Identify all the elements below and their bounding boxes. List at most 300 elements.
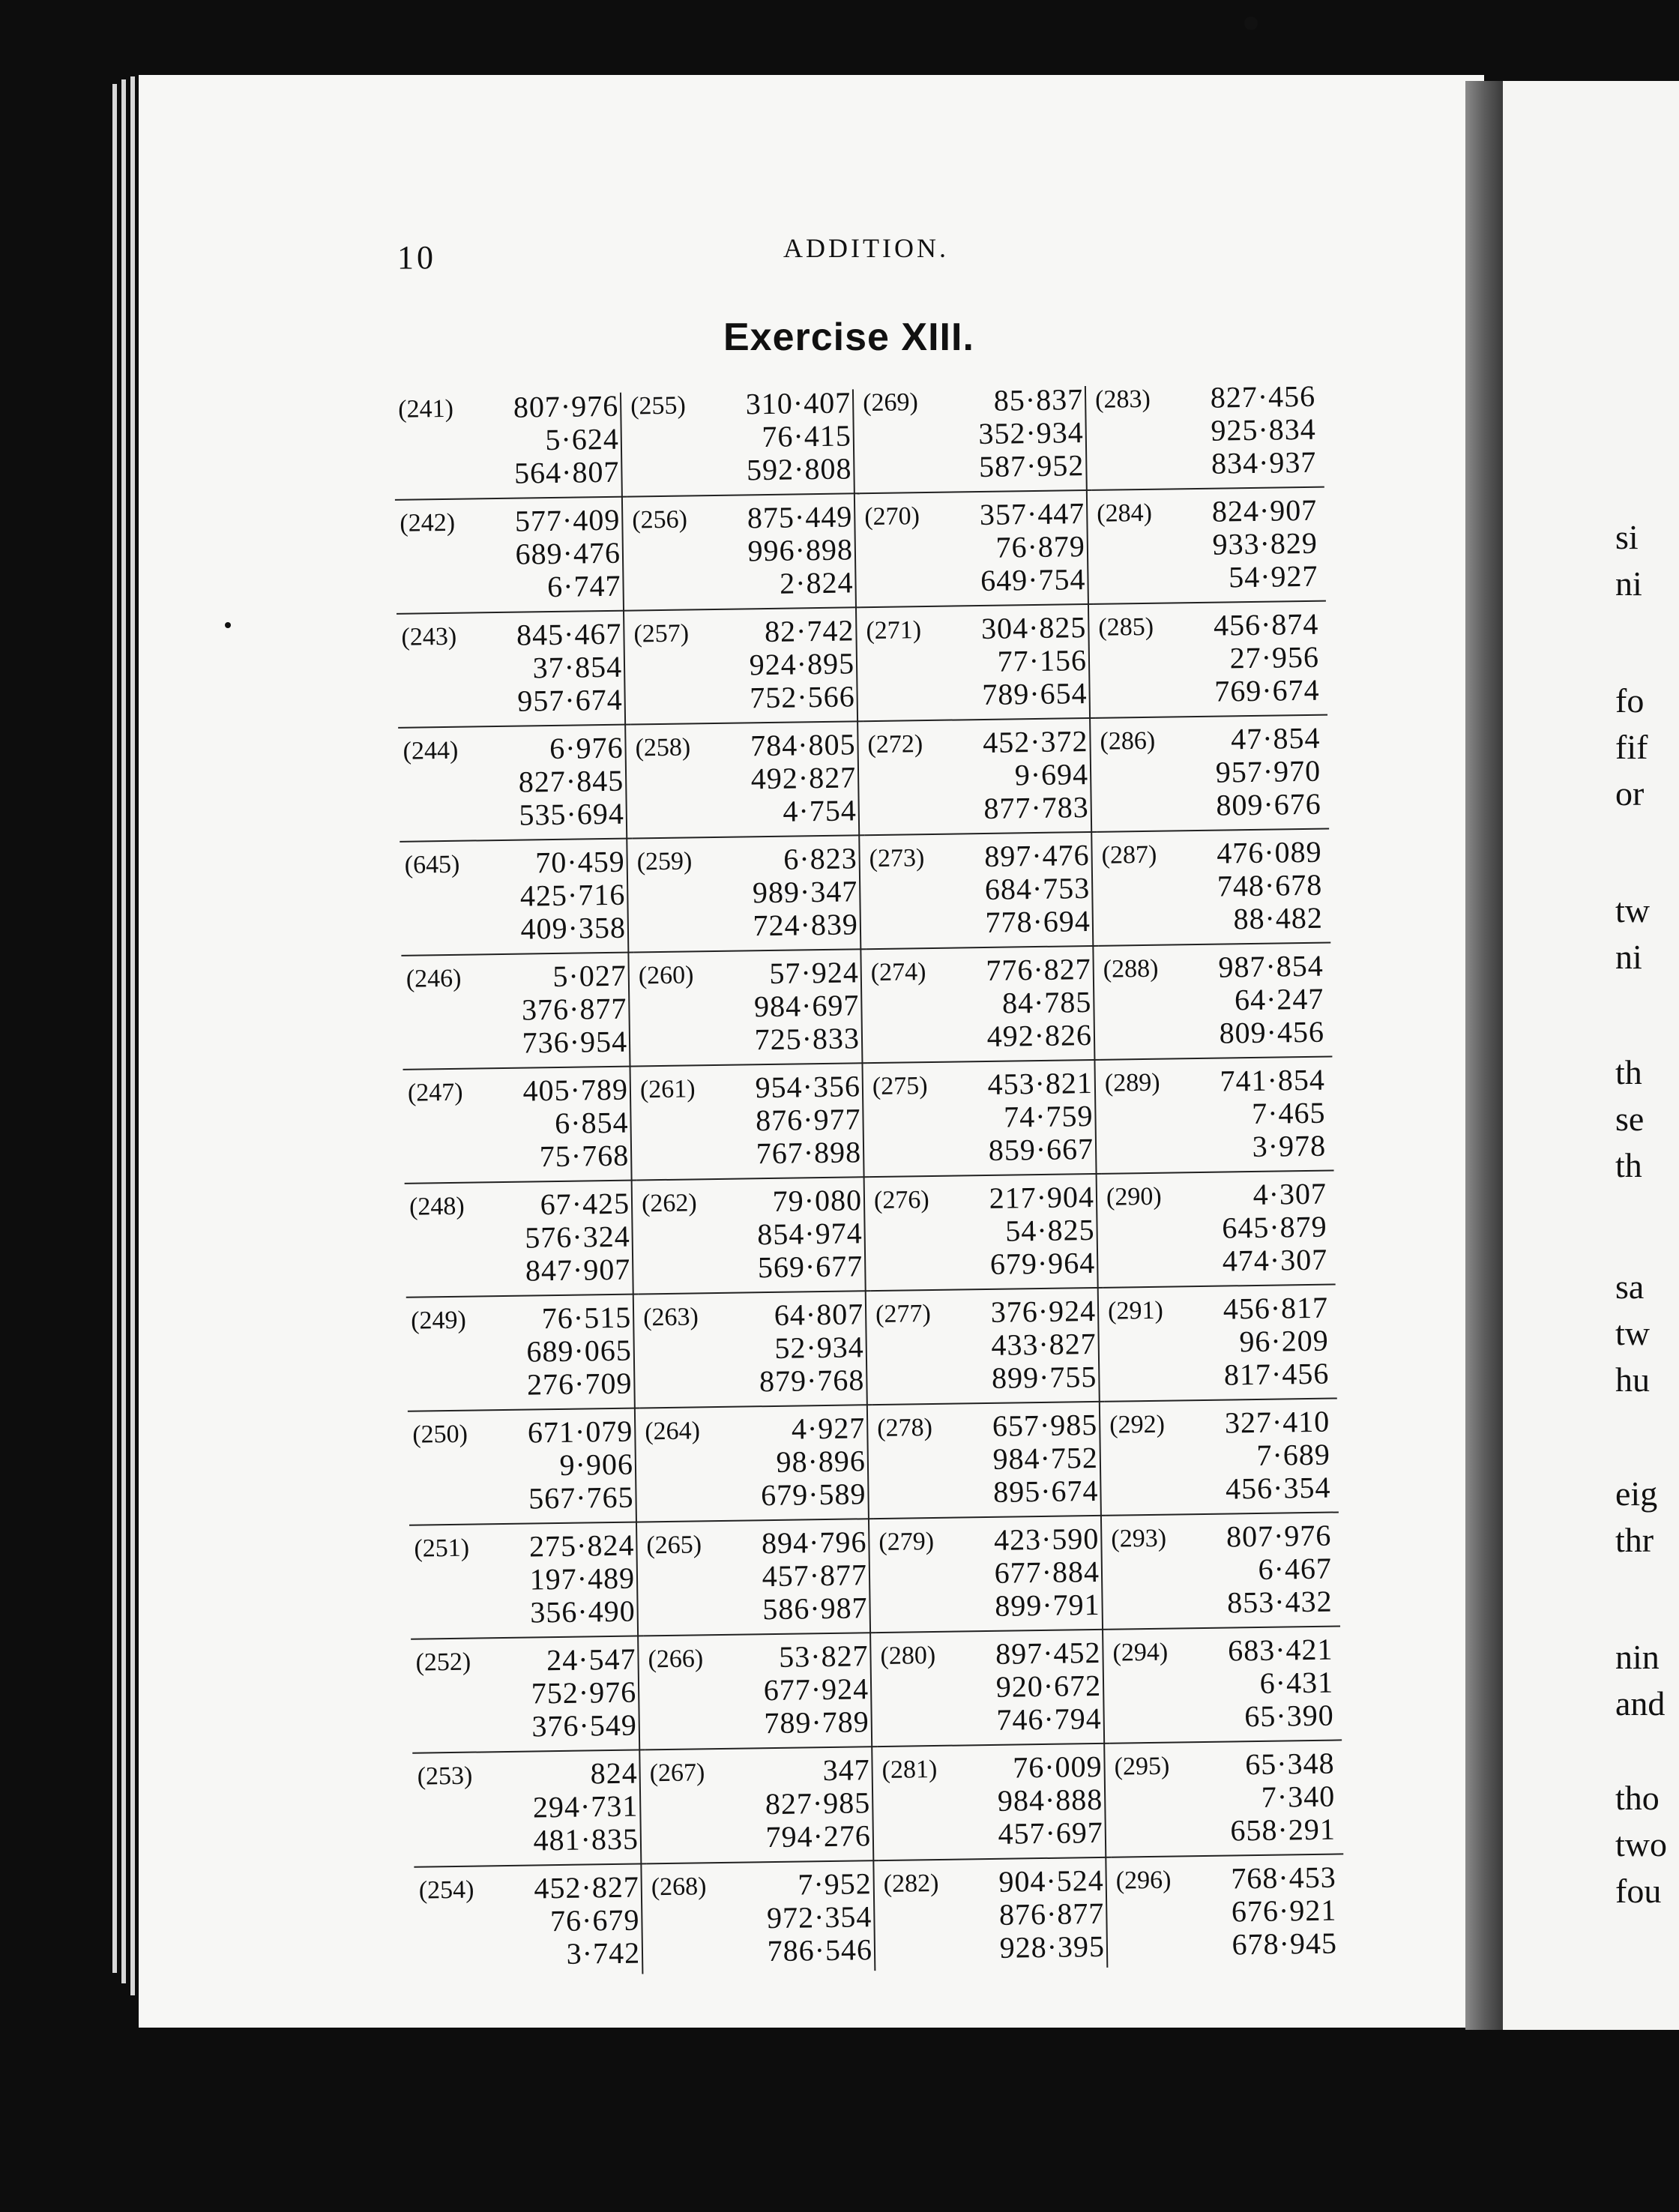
addend: 807·976 xyxy=(513,388,619,424)
addend: 456·354 xyxy=(1225,1470,1331,1506)
facing-page-fragment: tho xyxy=(1615,1779,1660,1817)
problem-number: (293) xyxy=(1111,1524,1167,1553)
problem-number: (257) xyxy=(633,619,690,648)
addend: 457·697 xyxy=(998,1815,1104,1851)
addend: 4·754 xyxy=(783,793,857,828)
addition-problem xyxy=(626,382,860,504)
facing-page-fragment: two xyxy=(1615,1825,1667,1863)
addend: 492·826 xyxy=(986,1017,1093,1053)
facing-page-fragment: si xyxy=(1615,518,1639,556)
addend: 592·808 xyxy=(746,451,852,487)
problem-number: (244) xyxy=(403,736,459,765)
problem-number: (645) xyxy=(404,850,460,879)
addend: 957·970 xyxy=(1215,753,1321,789)
addend: 4·927 xyxy=(791,1411,866,1446)
addend: 933·829 xyxy=(1212,525,1318,561)
addend: 752·566 xyxy=(750,679,855,715)
problem-number: (247) xyxy=(407,1078,463,1107)
addition-problem xyxy=(414,1866,648,1989)
addend: 79·080 xyxy=(772,1183,863,1218)
addend: 649·754 xyxy=(980,562,1086,598)
addend: 3·978 xyxy=(1252,1128,1327,1164)
addend: 76·009 xyxy=(1012,1749,1103,1785)
addition-problem xyxy=(397,613,630,736)
addition-problem xyxy=(411,1638,645,1761)
addition-problem xyxy=(400,841,633,964)
addition-problem xyxy=(639,1293,872,1416)
addition-problem xyxy=(864,834,1098,957)
problem-number: (270) xyxy=(864,502,920,531)
addition-problem xyxy=(630,723,864,846)
addition-problem xyxy=(1109,1742,1343,1865)
addend: 899·755 xyxy=(991,1359,1097,1395)
problem-number: (289) xyxy=(1104,1068,1160,1097)
addend: 76·515 xyxy=(541,1300,632,1336)
addend: 957·674 xyxy=(517,682,623,718)
addend: 481·835 xyxy=(533,1821,639,1857)
addend: 684·753 xyxy=(984,871,1091,906)
addend: 875·449 xyxy=(747,499,853,535)
addend: 564·807 xyxy=(513,454,620,490)
problem-number: (251) xyxy=(414,1534,470,1563)
addend: 928·395 xyxy=(999,1929,1106,1965)
addend: 53·827 xyxy=(778,1639,869,1674)
addend: 904·524 xyxy=(998,1863,1105,1899)
problem-number: (290) xyxy=(1106,1182,1162,1211)
addend: 784·805 xyxy=(750,727,856,763)
addend: 77·156 xyxy=(997,643,1088,678)
facing-page-fragment: tw xyxy=(1615,891,1650,929)
facing-page-fragment: thr xyxy=(1615,1521,1654,1559)
addend: 9·694 xyxy=(1014,757,1089,792)
addition-problem xyxy=(1091,376,1324,498)
addition-problem xyxy=(1108,1628,1342,1751)
addend: 987·854 xyxy=(1218,948,1324,984)
addend: 7·465 xyxy=(1251,1095,1326,1131)
addend: 57·924 xyxy=(769,955,860,990)
addend: 824 xyxy=(590,1756,638,1791)
addend: 275·824 xyxy=(528,1528,635,1564)
addition-problem xyxy=(394,385,627,508)
addition-problem xyxy=(871,1290,1105,1413)
problem-number: (260) xyxy=(638,961,694,990)
addend: 827·985 xyxy=(765,1785,871,1821)
problem-column xyxy=(394,385,641,1971)
addend: 925·834 xyxy=(1211,412,1317,447)
problem-number: (249) xyxy=(410,1306,467,1335)
problem-number: (296) xyxy=(1115,1866,1172,1895)
addition-problem xyxy=(409,1524,643,1647)
addend: 778·694 xyxy=(985,904,1091,939)
addition-problem xyxy=(401,955,635,1078)
facing-page-fragment: and xyxy=(1615,1684,1666,1723)
addition-problem xyxy=(633,951,867,1074)
addend: 47·854 xyxy=(1230,720,1321,756)
addend: 657·985 xyxy=(992,1407,1098,1443)
addend: 677·924 xyxy=(763,1672,869,1708)
addend: 352·934 xyxy=(978,415,1085,451)
addend: 725·833 xyxy=(754,1021,860,1057)
addend: 576·324 xyxy=(525,1219,630,1255)
addend: 294·731 xyxy=(532,1788,639,1824)
addend: 376·877 xyxy=(521,991,627,1027)
addend: 972·354 xyxy=(766,1899,872,1935)
facing-page-fragment: fou xyxy=(1615,1872,1662,1910)
addend: 834·937 xyxy=(1211,444,1317,480)
facing-page-fragment: ni xyxy=(1615,938,1642,976)
addend: 7·689 xyxy=(1256,1437,1331,1472)
addend: 786·546 xyxy=(767,1932,873,1968)
facing-page-fragment: se xyxy=(1615,1100,1645,1138)
addend: 678·945 xyxy=(1232,1926,1338,1962)
problem-number: (284) xyxy=(1097,498,1153,528)
addend: 587·952 xyxy=(978,448,1085,484)
addend: 920·672 xyxy=(995,1668,1102,1704)
addend: 453·821 xyxy=(987,1065,1094,1101)
page-number: 10 xyxy=(397,239,436,276)
problem-number: (248) xyxy=(409,1192,465,1221)
problem-number: (294) xyxy=(1112,1638,1169,1667)
addend: 74·759 xyxy=(1003,1098,1094,1134)
addend: 807·976 xyxy=(1226,1518,1332,1554)
problem-number: (276) xyxy=(873,1186,929,1215)
addend: 724·839 xyxy=(753,907,859,943)
addition-problem xyxy=(861,606,1095,729)
problem-column xyxy=(1091,376,1338,1962)
addend: 6·431 xyxy=(1259,1665,1334,1700)
addend: 996·898 xyxy=(747,532,854,568)
addend: 746·794 xyxy=(996,1701,1103,1737)
addend: 748·678 xyxy=(1217,867,1323,903)
addend: 877·783 xyxy=(983,790,1090,825)
addition-problem xyxy=(643,1635,877,1758)
problem-number: (279) xyxy=(878,1528,935,1557)
problem-number: (295) xyxy=(1114,1752,1170,1781)
addend: 54·927 xyxy=(1228,558,1318,594)
addition-problem xyxy=(1102,1173,1336,1296)
problem-number: (266) xyxy=(648,1645,704,1674)
problem-number: (256) xyxy=(632,505,688,534)
addend: 859·667 xyxy=(988,1131,1094,1167)
addend: 658·291 xyxy=(1230,1812,1336,1848)
addend: 847·907 xyxy=(525,1252,631,1288)
problem-number: (258) xyxy=(635,733,691,762)
addend: 356·490 xyxy=(530,1594,636,1630)
addition-problem xyxy=(1111,1856,1345,1979)
addition-problem xyxy=(412,1752,646,1875)
problem-number: (281) xyxy=(881,1755,938,1785)
problem-number: (246) xyxy=(406,964,462,993)
addition-problem xyxy=(1106,1514,1340,1637)
addition-problem xyxy=(1105,1400,1339,1523)
addend: 989·347 xyxy=(752,874,858,910)
addend: 689·065 xyxy=(526,1333,633,1369)
addend: 689·476 xyxy=(515,535,621,571)
facing-page-fragment: ni xyxy=(1615,564,1642,603)
addend: 824·907 xyxy=(1211,492,1318,528)
addition-problem xyxy=(1100,1059,1333,1182)
addend: 769·674 xyxy=(1214,672,1320,708)
addend: 577·409 xyxy=(514,502,621,538)
addend: 64·807 xyxy=(774,1297,864,1332)
addition-problem xyxy=(395,499,629,622)
addend: 827·845 xyxy=(518,763,624,799)
problem-number: (269) xyxy=(862,388,919,418)
addend: 567·765 xyxy=(528,1480,634,1516)
addend: 827·456 xyxy=(1210,379,1316,415)
problem-number: (254) xyxy=(418,1875,474,1905)
addition-problem xyxy=(627,495,861,618)
addend: 6·747 xyxy=(546,568,621,604)
addend: 327·410 xyxy=(1224,1404,1330,1440)
addition-problem xyxy=(642,1521,875,1644)
addend: 456·874 xyxy=(1213,606,1319,642)
addition-problem xyxy=(1094,603,1327,726)
addition-problem xyxy=(860,492,1094,615)
scan-speck xyxy=(1244,16,1258,30)
addition-problem xyxy=(646,1863,880,1986)
addend: 768·453 xyxy=(1231,1860,1337,1896)
addend: 2·824 xyxy=(779,565,854,600)
addend: 64·247 xyxy=(1234,981,1324,1017)
addend: 98·896 xyxy=(776,1444,866,1479)
exercise-heading: Exercise XIII. xyxy=(723,316,974,359)
addend: 7·340 xyxy=(1261,1779,1336,1814)
problem-number: (274) xyxy=(870,958,926,987)
addition-problem xyxy=(875,1632,1109,1755)
addend: 85·837 xyxy=(993,382,1084,418)
problem-number: (285) xyxy=(1098,612,1154,642)
problem-number: (275) xyxy=(872,1072,928,1101)
addend: 52·934 xyxy=(774,1330,865,1365)
addition-problem xyxy=(637,1179,871,1302)
addend: 767·898 xyxy=(756,1135,862,1171)
problem-number: (273) xyxy=(869,844,925,873)
addend: 894·796 xyxy=(761,1525,867,1561)
addition-problem xyxy=(869,1176,1103,1299)
addend: 409·358 xyxy=(520,910,627,946)
addend: 789·789 xyxy=(764,1705,870,1741)
addend: 376·549 xyxy=(531,1708,638,1744)
addend: 5·624 xyxy=(545,421,620,457)
addend: 776·827 xyxy=(986,952,1092,987)
problem-column xyxy=(626,382,873,1968)
problem-number: (278) xyxy=(877,1414,933,1443)
addition-problem xyxy=(878,1860,1112,1983)
addend: 76·879 xyxy=(995,529,1086,564)
addend: 75·768 xyxy=(539,1138,630,1174)
addend: 476·089 xyxy=(1216,834,1322,870)
facing-page-fragment: nin xyxy=(1615,1638,1660,1676)
addition-problem xyxy=(636,1065,869,1188)
facing-page-fragment: th xyxy=(1615,1053,1642,1091)
addend: 6·976 xyxy=(549,730,624,766)
scan-speck xyxy=(225,622,231,628)
addition-problem xyxy=(863,720,1097,843)
problem-number: (286) xyxy=(1100,726,1156,756)
addend: 6·467 xyxy=(1258,1551,1333,1586)
problem-number: (268) xyxy=(651,1872,707,1902)
addition-problem xyxy=(405,1182,639,1305)
addend: 679·589 xyxy=(760,1477,866,1513)
addend: 809·456 xyxy=(1219,1014,1325,1050)
addend: 817·456 xyxy=(1223,1356,1330,1392)
addend: 676·921 xyxy=(1231,1893,1337,1929)
addend: 197·489 xyxy=(529,1561,636,1597)
addend: 457·877 xyxy=(762,1558,868,1594)
addition-problem xyxy=(398,727,632,850)
facing-page-fragment: fo xyxy=(1615,681,1645,720)
problem-number: (262) xyxy=(641,1189,697,1218)
addend: 347 xyxy=(822,1753,870,1788)
addend: 70·459 xyxy=(535,844,625,880)
addend: 876·877 xyxy=(998,1896,1105,1932)
facing-page-fragment: or xyxy=(1615,774,1645,813)
addend: 84·785 xyxy=(1001,985,1092,1020)
addend: 276·709 xyxy=(526,1366,633,1402)
addend: 76·679 xyxy=(549,1902,640,1938)
addend: 895·674 xyxy=(992,1473,1099,1509)
addend: 586·987 xyxy=(762,1591,868,1627)
addend: 954·356 xyxy=(755,1069,861,1105)
problem-number: (287) xyxy=(1101,840,1157,870)
addend: 853·432 xyxy=(1226,1584,1333,1620)
addend: 5·027 xyxy=(552,958,627,994)
addend: 54·825 xyxy=(1004,1212,1095,1248)
addend: 535·694 xyxy=(519,796,625,832)
addition-problem xyxy=(645,1749,878,1872)
addend: 752·976 xyxy=(531,1675,637,1711)
addition-problem xyxy=(640,1407,874,1530)
addend: 357·447 xyxy=(979,496,1085,532)
addend: 7·952 xyxy=(798,1866,872,1902)
addend: 899·791 xyxy=(994,1587,1100,1623)
addition-problem xyxy=(408,1410,642,1533)
addition-problem xyxy=(1098,945,1332,1068)
addend: 897·452 xyxy=(995,1635,1101,1671)
problem-number: (250) xyxy=(412,1420,468,1449)
addend: 924·895 xyxy=(749,646,855,682)
addend: 3·742 xyxy=(566,1935,641,1971)
problem-number: (267) xyxy=(649,1759,705,1788)
problem-number: (241) xyxy=(397,394,454,424)
addend: 6·854 xyxy=(554,1105,629,1141)
addition-problem xyxy=(632,837,866,960)
facing-page-fragment: sa xyxy=(1615,1268,1645,1306)
addend: 27·956 xyxy=(1229,639,1320,675)
addend: 24·547 xyxy=(546,1642,636,1678)
problem-number: (265) xyxy=(646,1531,702,1560)
problem-number: (277) xyxy=(875,1300,932,1329)
addend: 736·954 xyxy=(522,1024,628,1060)
addend: 677·884 xyxy=(994,1554,1100,1590)
addend: 984·752 xyxy=(992,1440,1099,1476)
problem-number: (292) xyxy=(1109,1410,1166,1439)
addend: 304·825 xyxy=(980,610,1087,646)
facing-page-fragment: fif xyxy=(1615,728,1648,766)
problem-number: (242) xyxy=(400,508,456,537)
addend: 789·654 xyxy=(981,676,1088,711)
addend: 67·425 xyxy=(540,1186,630,1222)
addend: 423·590 xyxy=(993,1521,1100,1557)
addend: 310·407 xyxy=(745,385,851,421)
addend: 645·879 xyxy=(1221,1209,1327,1245)
addend: 845·467 xyxy=(516,616,622,652)
problem-number: (255) xyxy=(630,391,687,421)
addend: 405·789 xyxy=(522,1072,629,1108)
addend: 671·079 xyxy=(527,1414,633,1450)
addend: 452·827 xyxy=(534,1869,640,1905)
addend: 217·904 xyxy=(989,1179,1095,1215)
addition-problem xyxy=(868,1062,1102,1185)
problem-number: (243) xyxy=(401,622,457,651)
problem-number: (272) xyxy=(867,730,923,759)
problem-number: (261) xyxy=(639,1075,696,1104)
addition-problem xyxy=(872,1404,1106,1527)
addition-problem xyxy=(1097,831,1330,954)
addend: 37·854 xyxy=(532,649,623,685)
addition-problem xyxy=(403,1069,637,1192)
addend: 452·372 xyxy=(982,724,1088,759)
addend: 569·677 xyxy=(757,1249,863,1285)
addend: 456·817 xyxy=(1223,1290,1329,1326)
addend: 984·888 xyxy=(997,1782,1103,1818)
addition-problem xyxy=(1092,489,1326,612)
addend: 433·827 xyxy=(991,1326,1097,1362)
problem-number: (264) xyxy=(645,1417,701,1446)
facing-page-fragment: tw xyxy=(1615,1314,1650,1352)
addend: 76·415 xyxy=(762,418,852,454)
problem-number: (259) xyxy=(636,847,693,876)
problem-number: (291) xyxy=(1107,1296,1164,1325)
problem-number: (282) xyxy=(883,1869,939,1898)
facing-page-fragment: th xyxy=(1615,1146,1642,1184)
addend: 741·854 xyxy=(1220,1062,1326,1098)
problem-number: (263) xyxy=(642,1303,699,1332)
addend: 65·390 xyxy=(1244,1698,1334,1734)
addend: 984·697 xyxy=(753,988,860,1024)
problem-number: (253) xyxy=(417,1762,473,1791)
addition-problem xyxy=(877,1746,1111,1869)
addend: 683·421 xyxy=(1227,1632,1333,1668)
addend: 679·964 xyxy=(989,1245,1096,1281)
addend: 376·924 xyxy=(990,1293,1097,1329)
addition-problem xyxy=(874,1518,1108,1641)
facing-page-fragment: hu xyxy=(1615,1360,1650,1399)
addend: 9·906 xyxy=(559,1447,634,1482)
addition-problem xyxy=(858,379,1092,501)
problem-column xyxy=(858,379,1106,1965)
addend: 65·348 xyxy=(1244,1746,1335,1782)
addend: 6·823 xyxy=(783,841,857,876)
addition-problem xyxy=(866,948,1100,1071)
facing-page-fragment: eig xyxy=(1615,1474,1658,1513)
addend: 897·476 xyxy=(983,838,1090,873)
addend: 854·974 xyxy=(757,1216,863,1252)
problem-number: (271) xyxy=(866,616,922,645)
addition-problem xyxy=(629,609,863,732)
addend: 879·768 xyxy=(759,1363,865,1399)
addend: 4·307 xyxy=(1253,1176,1327,1212)
addend: 492·827 xyxy=(750,760,857,796)
addition-problem xyxy=(406,1296,640,1419)
addend: 425·716 xyxy=(519,877,626,913)
addend: 96·209 xyxy=(1239,1323,1330,1359)
addition-problem xyxy=(1103,1286,1337,1409)
problem-number: (283) xyxy=(1094,385,1151,414)
problem-number: (280) xyxy=(880,1641,936,1671)
addend: 474·307 xyxy=(1222,1242,1328,1278)
